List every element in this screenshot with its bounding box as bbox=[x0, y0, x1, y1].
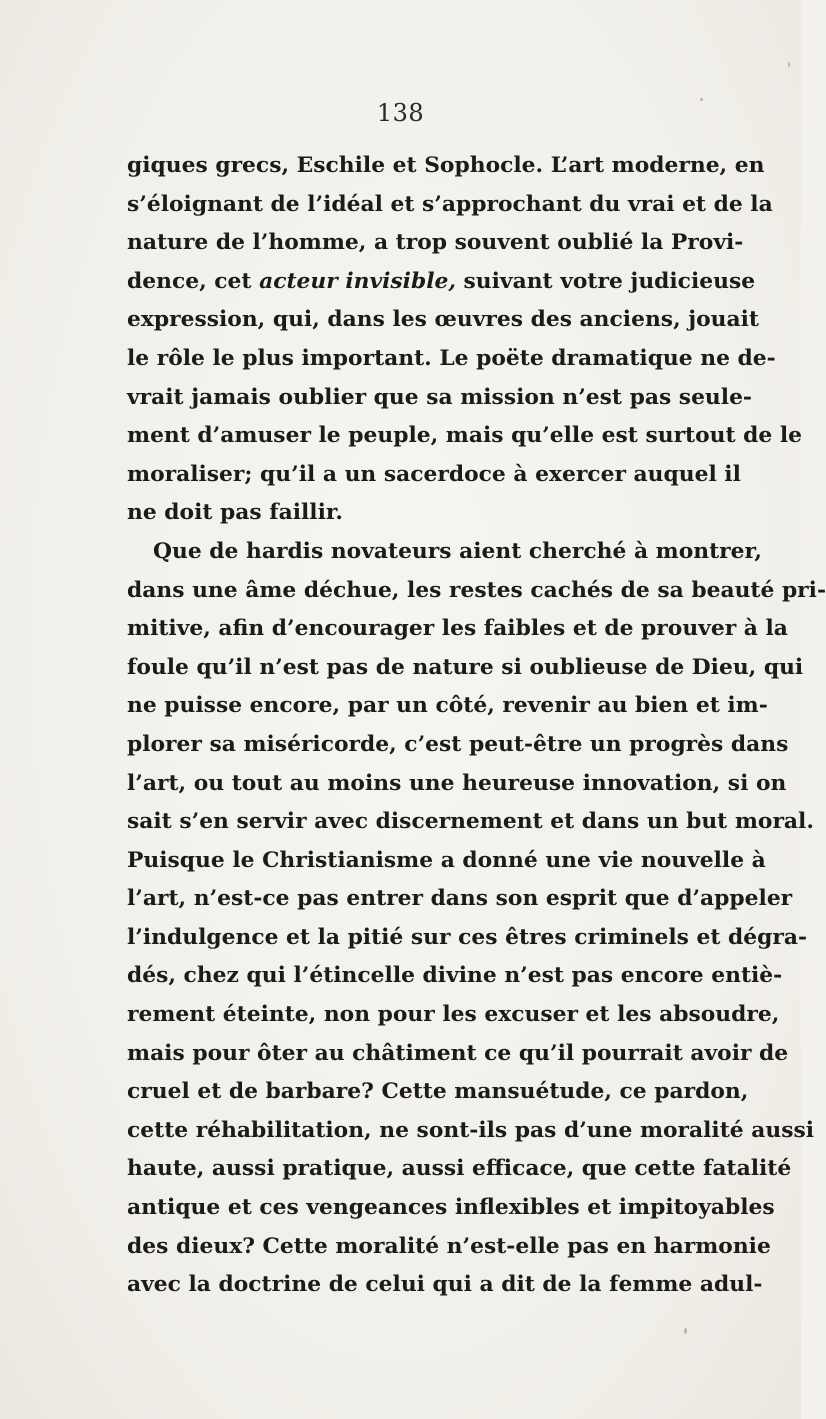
text-line: ment d’amuser le peuple, mais qu’elle est surtout de le bbox=[127, 423, 803, 449]
text-line-end: suivant votre judicieuse bbox=[455, 268, 756, 294]
text-line: vrait jamais oublier que sa mission n’est pas seule- bbox=[127, 384, 752, 410]
text-line-start: dence, cet bbox=[127, 268, 260, 294]
italic-phrase: acteur invisible, bbox=[259, 268, 456, 294]
text-line: Que de hardis novateurs aient cherché à montrer, bbox=[153, 538, 763, 564]
text-line: Puisque le Christianisme a donné une vie nouvelle à bbox=[127, 847, 766, 873]
paper-speck bbox=[684, 1328, 687, 1334]
text-line: l’art, ou tout au moins une heureuse innovation, si on bbox=[127, 770, 787, 796]
text-line bbox=[127, 263, 756, 302]
text-line: ne doit pas faillir. bbox=[127, 500, 343, 526]
text-line: sait s’en servir avec discernement et dans un but moral. bbox=[127, 809, 814, 835]
text-line: dans une âme déchue, les restes cachés de sa beauté pri- bbox=[127, 577, 826, 603]
text-line: cette réhabilitation, ne sont-ils pas d’une moralité aussi bbox=[127, 1117, 815, 1143]
text-line: expression, qui, dans les œuvres des anciens, jouait bbox=[127, 307, 759, 333]
text-line: mais pour ôter au châtiment ce qu’il pourrait avoir de bbox=[127, 1040, 789, 1066]
text-line: avec la doctrine de celui qui a dit de la femme adul- bbox=[127, 1272, 763, 1298]
text-line: antique et ces vengeances inflexibles et impitoyables bbox=[127, 1195, 775, 1221]
text-line: cruel et de barbare? Cette mansuétude, ce pardon, bbox=[127, 1079, 749, 1105]
text-line: giques grecs, Eschile et Sophocle. L’art moderne, en bbox=[127, 153, 765, 178]
text-line: haute, aussi pratique, aussi efficace, que cette fatalité bbox=[127, 1156, 792, 1182]
text-line: nature de l’homme, a trop souvent oublié la Provi- bbox=[127, 230, 744, 256]
text-line: des dieux? Cette moralité n’est-elle pas en harmonie bbox=[127, 1233, 771, 1259]
text-line: moraliser; qu’il a un sacerdoce à exercer auquel il bbox=[127, 461, 741, 487]
text-line: ne puisse encore, par un côté, revenir au bien et im- bbox=[127, 693, 768, 719]
text-line: l’art, n’est-ce pas entrer dans son esprit que d’appeler bbox=[127, 886, 793, 912]
text-line: s’éloignant de l’idéal et s’approchant du vrai et de la bbox=[127, 191, 773, 217]
text-line: dés, chez qui l’étincelle divine n’est pas encore entiè- bbox=[127, 963, 783, 989]
text-line: rement éteinte, non pour les excuser et les absoudre, bbox=[127, 1002, 780, 1028]
text-line: plorer sa miséricorde, c’est peut-être un progrès dans bbox=[127, 731, 789, 757]
page-number: 138 bbox=[376, 99, 425, 127]
text-line: mitive, afin d’encourager les faibles et de prouver à la bbox=[127, 616, 788, 642]
body-text bbox=[127, 147, 826, 1305]
text-line: foule qu’il n’est pas de nature si oublieuse de Dieu, qui bbox=[127, 654, 804, 680]
paper-speck bbox=[788, 62, 790, 67]
text-line: le rôle le plus important. Le poëte dramatique ne de- bbox=[127, 345, 776, 371]
paper-speck bbox=[700, 98, 703, 101]
text-line: l’indulgence et la pitié sur ces êtres criminels et dégra- bbox=[127, 924, 807, 950]
